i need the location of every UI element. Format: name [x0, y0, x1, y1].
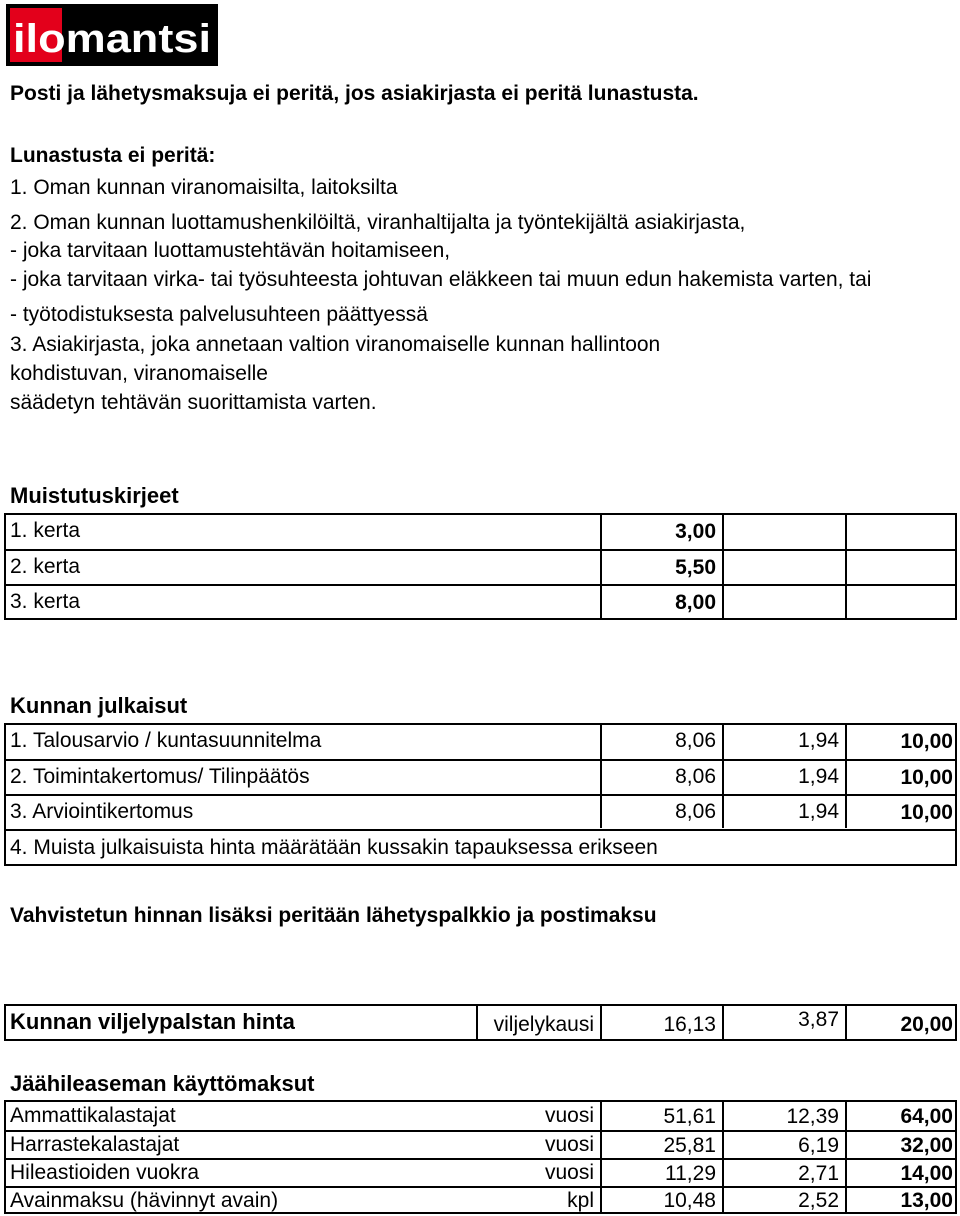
table-row: [6, 759, 955, 795]
publication-total: 10,00: [900, 766, 953, 789]
intro-line: 3. Asiakirjasta, joka annetaan valtion viranomaiselle kunnan hallintoon: [10, 333, 661, 356]
intro-line: 1. Oman kunnan viranomaisilta, laitoksilta: [10, 176, 398, 199]
ice-net: 10,48: [663, 1189, 716, 1212]
table-row: [6, 829, 955, 866]
reminder-label: 1. kerta: [10, 519, 81, 542]
table-row: [6, 1102, 955, 1130]
ice-station-title: Jäähileaseman käyttömaksut: [10, 1071, 315, 1096]
ice-unit: vuosi: [544, 1161, 594, 1184]
ice-total: 64,00: [900, 1105, 953, 1128]
ice-net: 25,81: [663, 1134, 716, 1157]
publication-net: 8,06: [675, 800, 716, 823]
ice-label: Hileastioiden vuokra: [10, 1161, 200, 1184]
table-row: [6, 1006, 955, 1039]
table-row: [6, 549, 955, 585]
publication-label: 3. Arviointikertomus: [10, 800, 194, 823]
ice-vat: 12,39: [786, 1105, 839, 1128]
table-row: [6, 794, 955, 830]
shipping-note: Vahvistetun hinnan lisäksi peritään lähetyspalkkio ja postimaksu: [10, 904, 657, 927]
intro-line: - joka tarvitaan virka- tai työsuhteesta johtuvan eläkkeen tai muun edun hakemista varten, tai: [10, 268, 872, 291]
reminder-price: 5,50: [675, 556, 716, 579]
intro-line: kohdistuvan, viranomaiselle: [10, 362, 268, 385]
intro-line: 2. Oman kunnan luottamushenkilöiltä, viranhaltijalta ja työntekijältä asiakirjasta,: [10, 211, 746, 234]
reminder-price: 8,00: [675, 591, 716, 614]
reminder-label: 3. kerta: [10, 590, 81, 613]
publications-table: [4, 723, 957, 866]
ice-unit: vuosi: [544, 1133, 594, 1156]
publication-vat: 1,94: [798, 729, 839, 752]
allotment-net: 16,13: [663, 1013, 716, 1036]
publication-net: 8,06: [675, 765, 716, 788]
table-row: [6, 1130, 955, 1160]
publication-total: 10,00: [900, 730, 953, 753]
table-row: [6, 725, 955, 759]
ice-unit: vuosi: [544, 1104, 594, 1127]
publication-total: 10,00: [900, 801, 953, 824]
intro-line: - joka tarvitaan luottamustehtävän hoitamiseen,: [10, 239, 451, 262]
publication-label: 2. Toimintakertomus/ Tilinpäätös: [10, 765, 310, 788]
publication-vat: 1,94: [798, 765, 839, 788]
table-row: [6, 1186, 955, 1214]
allotment-total: 20,00: [900, 1013, 953, 1036]
ice-station-table: [4, 1100, 957, 1214]
ice-net: 11,29: [665, 1162, 716, 1185]
logo-text: ilomantsi: [13, 17, 211, 61]
allotment-table: [4, 1004, 957, 1041]
reminder-label: 2. kerta: [10, 555, 81, 578]
intro-heading: Posti ja lähetysmaksuja ei peritä, jos asiakirjasta ei peritä lunastusta.: [10, 82, 699, 105]
publication-label: 1. Talousarvio / kuntasuunnitelma: [10, 729, 322, 752]
reminders-title: Muistutuskirjeet: [10, 483, 179, 508]
publication-vat: 1,94: [798, 800, 839, 823]
publication-net: 8,06: [675, 729, 716, 752]
intro-subheading: Lunastusta ei peritä:: [10, 144, 216, 167]
ice-total: 14,00: [900, 1162, 953, 1185]
allotment-label: Kunnan viljelypalstan hinta: [10, 1009, 295, 1034]
ice-vat: 6,19: [798, 1134, 839, 1157]
reminders-table: [4, 513, 957, 620]
ice-total: 13,00: [900, 1189, 953, 1212]
ice-vat: 2,71: [798, 1162, 839, 1185]
ice-unit: kpl: [567, 1189, 594, 1212]
intro-line: - työtodistuksesta palvelusuhteen päättyessä: [10, 303, 428, 326]
allotment-unit: viljelykausi: [493, 1013, 594, 1036]
ice-vat: 2,52: [798, 1189, 839, 1212]
table-row: [6, 1158, 955, 1188]
ice-net: 51,61: [663, 1105, 716, 1128]
table-row: [6, 584, 955, 620]
table-row: [6, 515, 955, 549]
ice-label: Ammattikalastajat: [10, 1104, 176, 1127]
publications-title: Kunnan julkaisut: [10, 693, 188, 718]
ilomantsi-logo: [6, 4, 218, 66]
intro-line: säädetyn tehtävän suorittamista varten.: [10, 391, 377, 414]
ice-label: Harrastekalastajat: [10, 1133, 180, 1156]
ice-total: 32,00: [900, 1134, 953, 1157]
allotment-vat: 3,87: [798, 1008, 839, 1031]
reminder-price: 3,00: [675, 520, 716, 543]
ice-label: Avainmaksu (hävinnyt avain): [10, 1189, 279, 1212]
publication-note: 4. Muista julkaisuista hinta määrätään kussakin tapauksessa erikseen: [10, 836, 658, 859]
